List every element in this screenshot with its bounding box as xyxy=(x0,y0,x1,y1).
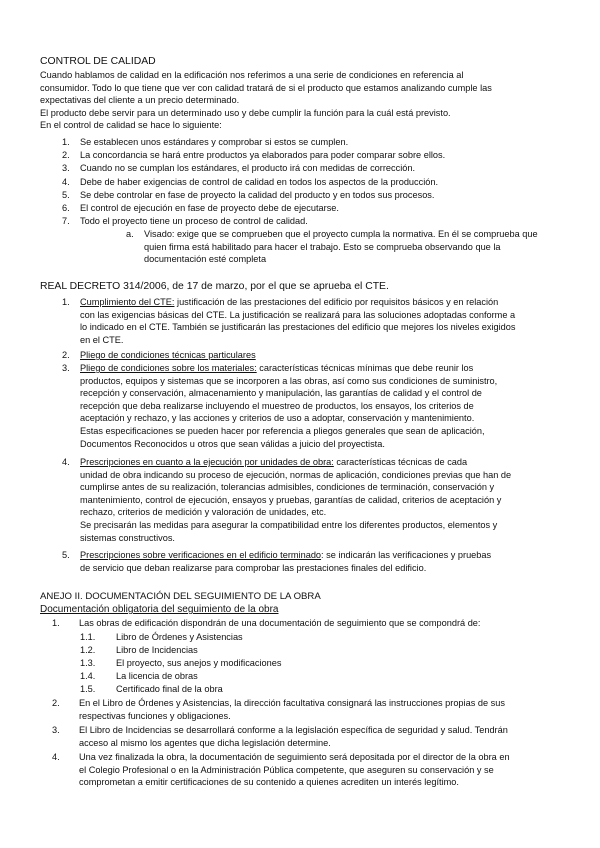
item-number: 3. xyxy=(52,725,60,735)
intro-line: En el control de calidad se hace lo siguiente: xyxy=(40,120,222,131)
item-number: 4. xyxy=(62,177,70,187)
item-number: 1.2. xyxy=(80,645,96,655)
item-text: Certificado final de la obra xyxy=(116,684,223,694)
text-line: respectivas funciones y obligaciones. xyxy=(79,710,231,721)
item-text xyxy=(80,349,256,362)
text-line: quien firma está habilitado para hacer el trabajo. Esto se comprueba observando que la xyxy=(144,241,501,252)
text-line: características técnicas de cada xyxy=(333,457,468,467)
item-text xyxy=(79,724,508,749)
item-number: 3. xyxy=(62,363,70,373)
item-text xyxy=(79,751,510,789)
text-line: mantenimiento, control de ejecución, ensayos y pruebas, garantías de calidad, criterios de aceptación y xyxy=(80,494,502,505)
item-label: Prescripciones sobre verificaciones en el edificio terminado xyxy=(80,550,322,560)
item-text xyxy=(144,228,538,266)
text-line: de servicio que deban realizarse para comprobar las prestaciones finales del edificio. xyxy=(80,562,427,573)
item-number: 1.3. xyxy=(80,658,96,668)
text-line: Estas especificaciones se pueden hacer por referencia a pliegos generales que sean de aplicación, xyxy=(80,425,485,436)
text-line: con las exigencias básicas del CTE. La justificación se realizará para las soluciones adoptadas conforme a xyxy=(80,309,516,320)
item-text: Debe de haber exigencias de control de calidad en todos los aspectos de la producción. xyxy=(80,177,439,187)
item-number: 5. xyxy=(62,190,70,200)
intro-line: El producto debe servir para un determinado uso y debe cumplir la función para la cuál está previsto. xyxy=(40,107,451,118)
text-line: recepción y conservación, almacenamiento y manipulación, las garantías de calidad y el control de xyxy=(80,388,482,399)
text-line: productos, equipos y sistemas que se incorporen a las obras, así como sus condiciones de suministro, xyxy=(80,375,498,386)
text-line: en el CTE. xyxy=(80,334,124,345)
item-number: 1. xyxy=(52,618,60,628)
item-text: La licencia de obras xyxy=(116,671,198,681)
item-number: 2. xyxy=(52,698,60,708)
intro-line: consumidor. Todo lo que tiene que ver con calidad tratará de si el producto que estamos analizando cumple las xyxy=(40,82,492,93)
section-subtitle: Documentación obligatoria del seguimiento de la obra xyxy=(40,604,279,615)
item-number: 1. xyxy=(62,137,70,147)
text-line: El Libro de Incidencias se desarrollará conforme a la legislación específica de seguridad y salud. Tendrán xyxy=(79,725,508,735)
item-text: Todo el proyecto tiene un proceso de control de calidad. xyxy=(80,216,308,226)
text-line: características técnicas mínimas que debe reunir los xyxy=(256,363,474,373)
intro-line: expectativas del cliente a un precio determinado. xyxy=(40,95,240,106)
intro-paragraph xyxy=(40,69,565,132)
item-number: 4. xyxy=(62,457,70,467)
item-text: El control de ejecución en fase de proyecto debe de ejecutarse. xyxy=(80,203,339,213)
item-text xyxy=(80,549,491,574)
item-label: Pliego de condiciones sobre los materiales: xyxy=(80,363,257,373)
section-title-anejo: ANEJO II. DOCUMENTACIÓN DEL SEGUIMIENTO DE LA OBRA xyxy=(40,591,321,602)
item-number: 7. xyxy=(62,216,70,226)
text-line: el Colegio Profesional o en la Administración Pública competente, que aseguren su conservación y se xyxy=(79,764,494,775)
text-line: sistemas constructivos. xyxy=(80,532,175,543)
item-number: 3. xyxy=(62,163,70,173)
item-number: 4. xyxy=(52,752,60,762)
item-label: Cumplimiento del CTE: xyxy=(80,297,175,307)
item-text xyxy=(80,456,511,544)
text-line: unidad de obra indicando su proceso de ejecución, normas de aplicación, condiciones previas que han de xyxy=(80,469,512,480)
text-line: rechazo, criterios de medición y valoración de unidades, etc. xyxy=(80,507,327,518)
item-number: 2. xyxy=(62,350,70,360)
item-text xyxy=(80,296,515,346)
text-line: documentación esté completa xyxy=(144,254,267,265)
item-number: 1.5. xyxy=(80,684,96,694)
item-text xyxy=(79,697,505,722)
item-text: Se debe controlar en fase de proyecto la calidad del producto y en todos sus procesos. xyxy=(80,190,435,200)
item-number: 5. xyxy=(62,550,70,560)
item-text: Se establecen unos estándares y comprobar si estos se cumplen. xyxy=(80,137,349,147)
item-text: Las obras de edificación dispondrán de una documentación de seguimiento que se compondrá de: xyxy=(79,618,481,628)
text-line: acceso al mismo los agentes que dicha legislación determine. xyxy=(79,737,331,748)
text-line: lo indicado en el CTE. También se justificarán las prestaciones del edificio que mejores los niveles exigidos xyxy=(80,322,516,333)
item-number: 1.1. xyxy=(80,632,96,642)
item-label: Prescripciones en cuanto a la ejecución por unidades de obra: xyxy=(80,457,334,467)
item-label: Pliego de condiciones técnicas particulares xyxy=(80,350,256,360)
text-line: Una vez finalizada la obra, la documentación de seguimiento será depositada por el director de la obra en xyxy=(79,752,510,762)
item-text: El proyecto, sus anejos y modificaciones xyxy=(116,658,282,668)
text-line: En el Libro de Órdenes y Asistencias, la dirección facultativa consignará las instrucciones propias de sus xyxy=(79,698,505,708)
intro-line: Cuando hablamos de calidad en la edificación nos referimos a una serie de condiciones en referencia al xyxy=(40,70,464,80)
text-line: comprometan a emitir certificaciones de su contenido a quienes acrediten un interés legítimo. xyxy=(79,777,459,788)
item-number: 2. xyxy=(62,150,70,160)
text-line: aceptación y rechazo, y las acciones y criterios de uso a adoptar, conservación y mantenimiento. xyxy=(80,413,475,424)
text-line: : se indicarán las verificaciones y pruebas xyxy=(321,550,492,560)
item-number: 1. xyxy=(62,297,70,307)
text-line: justificación de las prestaciones del edificio por requisitos básicos y en relación xyxy=(174,297,499,307)
text-line: Se precisarán las medidas para asegurar la compatibilidad entre los diferentes productos, elementos y xyxy=(80,519,498,530)
item-text: La concordancia se hará entre productos ya elaborados para poder comparar sobre ellos. xyxy=(80,150,446,160)
item-letter: a. xyxy=(126,229,134,239)
text-line: cumplirse antes de su realización, tolerancias admisibles, condiciones de terminación, conservación y xyxy=(80,482,495,493)
text-line: Visado: exige que se comprueben que el proyecto cumpla la normativa. En él se comprueba que xyxy=(144,229,538,239)
text-line: Documentos Reconocidos u otros que sean válidas a juicio del proyectista. xyxy=(80,438,385,449)
item-text: Libro de Incidencias xyxy=(116,645,198,655)
item-text: Cuando no se cumplan los estándares, el producto irá con medidas de corrección. xyxy=(80,163,416,173)
item-number: 1.4. xyxy=(80,671,96,681)
item-number: 6. xyxy=(62,203,70,213)
text-line: recepción que deba realizarse incluyendo el muestreo de productos, los ensayos, los criterios de xyxy=(80,400,474,411)
section-title-control-calidad: CONTROL DE CALIDAD xyxy=(40,56,156,67)
item-text: Libro de Órdenes y Asistencias xyxy=(116,632,243,642)
item-text xyxy=(80,362,497,450)
section-title-real-decreto: REAL DECRETO 314/2006, de 17 de marzo, por el que se aprueba el CTE. xyxy=(40,281,389,292)
